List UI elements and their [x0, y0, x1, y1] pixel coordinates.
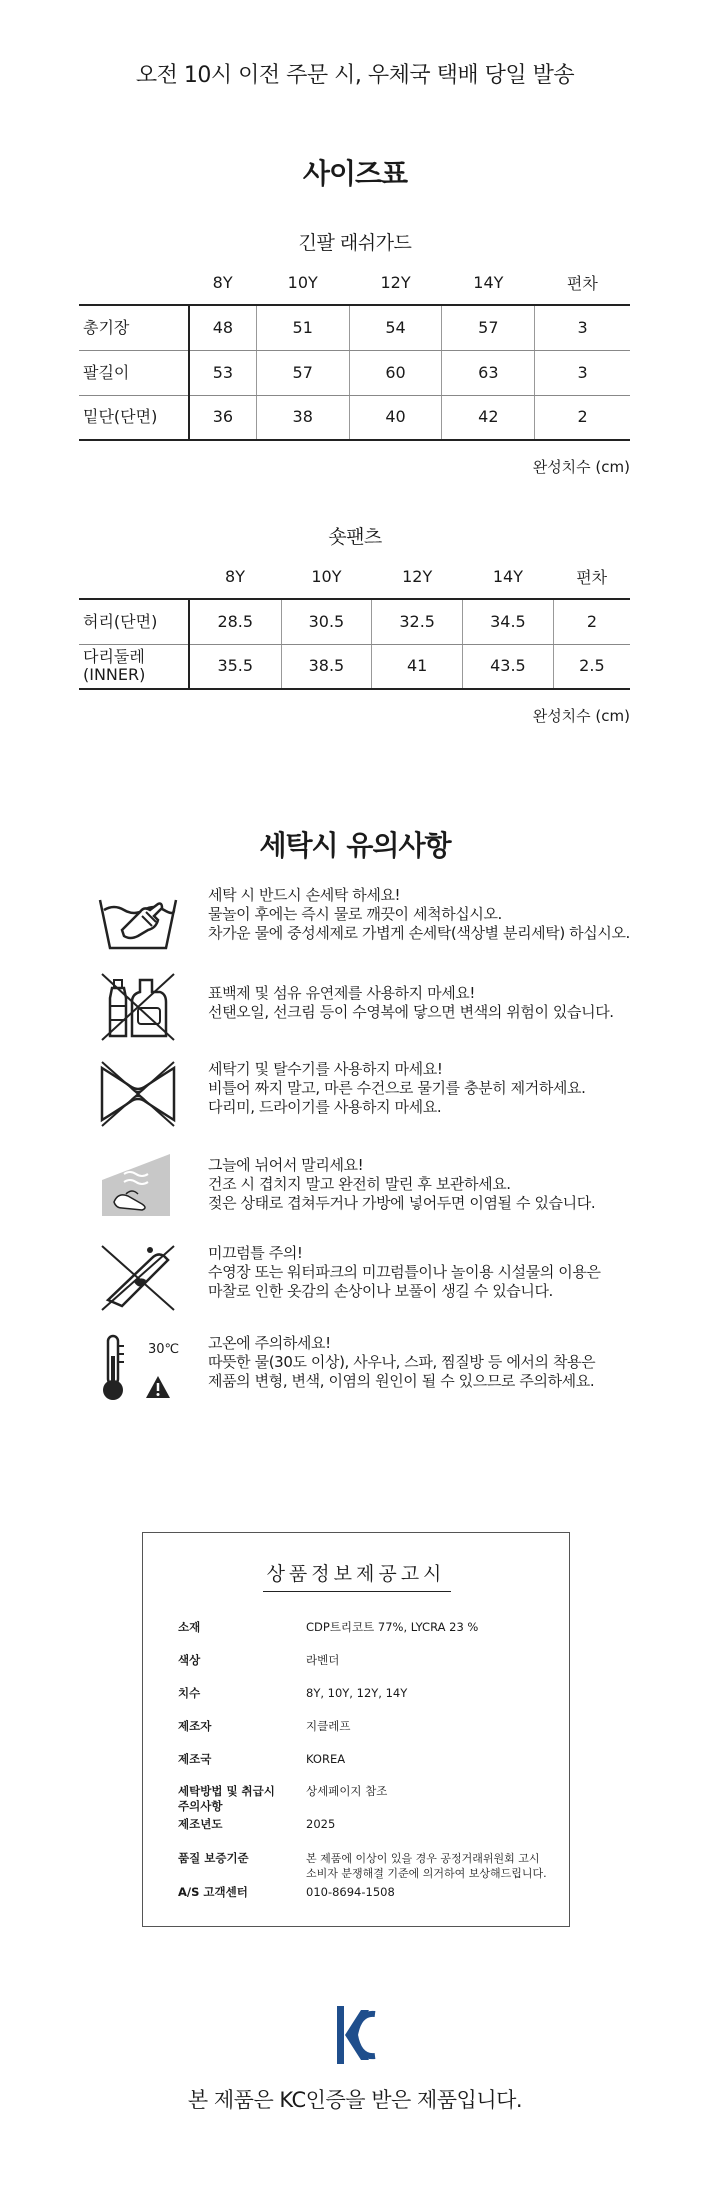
info-value: CDP트리코트 77%, LYCRA 23 %: [306, 1620, 479, 1634]
info-label: 세탁방법 및 취급시 주의사항: [178, 1784, 275, 1813]
table-cell: 42: [442, 395, 535, 440]
info-value: 2025: [306, 1817, 336, 1831]
table-cell: 48: [189, 305, 256, 350]
table-cell: 41: [372, 644, 463, 689]
column-header: 12Y: [372, 555, 463, 599]
care-text-line: 세탁기 및 탈수기를 사용하지 마세요!: [208, 1060, 443, 1078]
table-cell: 2: [553, 599, 630, 644]
column-header: 14Y: [442, 261, 535, 305]
table-cell: 34.5: [463, 599, 554, 644]
no-bleach-icon: [98, 970, 178, 1042]
info-value: 본 제품에 이상이 있을 경우 공정거래위원회 고시 소비자 분쟁해결 기준에 의거하여 보상해드립니다.: [306, 1852, 547, 1880]
care-text-line: 세탁 시 반드시 손세탁 하세요!: [208, 886, 401, 904]
title-underline: [263, 1591, 451, 1592]
kc-certification-text: 본 제품은 KC인증을 받은 제품입니다.: [187, 2088, 523, 2112]
table-cell: 38.5: [281, 644, 372, 689]
table-cell: 2.5: [553, 644, 630, 689]
care-text-line: 건조 시 겹치지 말고 완전히 말린 후 보관하세요.: [208, 1175, 511, 1193]
table-cell: 57: [256, 350, 349, 395]
table-cell: 36: [189, 395, 256, 440]
care-text-line: 비틀어 짜지 말고, 마른 수건으로 물기를 충분히 제거하세요.: [208, 1079, 586, 1097]
care-text-line: 제품의 변형, 변색, 이염의 원인이 될 수 있으므로 주의하세요.: [208, 1372, 595, 1390]
row-label: 팔길이: [79, 350, 189, 395]
table-cell: 2: [535, 395, 630, 440]
care-text-line: 따뜻한 물(30도 이상), 사우나, 스파, 찜질방 등 에서의 착용은: [208, 1353, 596, 1371]
info-label: 치수: [178, 1686, 201, 1700]
unit-note: 완성치수 (cm): [532, 707, 630, 725]
info-label: A/S 고객센터: [178, 1885, 248, 1899]
info-label: 제조국: [178, 1752, 212, 1766]
info-label: 소재: [178, 1620, 201, 1634]
table-row: [79, 599, 630, 644]
info-label: 제조자: [178, 1719, 212, 1733]
table-cell: 35.5: [189, 644, 281, 689]
table-cell: 51: [256, 305, 349, 350]
table-row: [79, 350, 630, 395]
care-text-line: 마찰로 인한 옷감의 손상이나 보풀이 생길 수 있습니다.: [208, 1282, 553, 1300]
care-item: [98, 1150, 658, 1222]
care-text-line: 수영장 또는 워터파크의 미끄럼틀이나 놀이용 시설물의 이용은: [208, 1263, 601, 1281]
table-cell: 53: [189, 350, 256, 395]
row-label: 다리둘레 (INNER): [79, 644, 189, 689]
care-item: [98, 1332, 658, 1404]
row-label: 총기장: [79, 305, 189, 350]
care-item: [98, 1242, 658, 1314]
info-value: 상세페이지 참조: [306, 1784, 388, 1798]
product-info-title: 상품정보제공고시: [266, 1563, 446, 1585]
hand-wash-icon: [98, 886, 178, 958]
column-header: 편차: [553, 555, 630, 599]
table-row: [79, 395, 630, 440]
column-header: 8Y: [189, 261, 256, 305]
size-chart-title: 사이즈표: [302, 157, 408, 190]
shorts-size-table: [79, 555, 630, 690]
table-cell: 57: [442, 305, 535, 350]
table-cell: 63: [442, 350, 535, 395]
care-text-line: 다리미, 드라이기를 사용하지 마세요.: [208, 1098, 442, 1116]
info-value: 010-8694-1508: [306, 1885, 395, 1899]
care-text-line: 젖은 상태로 겹쳐두거나 가방에 넣어두면 이염될 수 있습니다.: [208, 1194, 596, 1212]
table-header-row: [79, 555, 630, 599]
table-row: [79, 644, 630, 689]
care-text-line: 물놀이 후에는 즉시 물로 깨끗이 세척하십시오.: [208, 905, 502, 923]
care-item: [98, 886, 658, 958]
table-cell: 40: [349, 395, 442, 440]
table-row: [79, 305, 630, 350]
shorts-table-title: 숏팬츠: [328, 526, 382, 548]
care-item: [98, 1058, 658, 1130]
unit-note: 완성치수 (cm): [532, 458, 630, 476]
care-text-line: 표백제 및 섬유 유연제를 사용하지 마세요!: [208, 984, 475, 1002]
table-cell: 43.5: [463, 644, 554, 689]
table-cell: 32.5: [372, 599, 463, 644]
care-text-line: 고온에 주의하세요!: [208, 1334, 331, 1352]
table-cell: 3: [535, 305, 630, 350]
column-header: 10Y: [281, 555, 372, 599]
info-label: 제조년도: [178, 1817, 223, 1831]
table-cell: 30.5: [281, 599, 372, 644]
row-label: 밑단(단면): [79, 395, 189, 440]
temperature-label: 30℃: [148, 1342, 180, 1357]
rashguard-size-table: [79, 261, 630, 441]
table-cell: 28.5: [189, 599, 281, 644]
info-value: 8Y, 10Y, 12Y, 14Y: [306, 1686, 408, 1700]
care-text-line: 차가운 물에 중성세제로 가볍게 손세탁(색상별 분리세탁) 하십시오.: [208, 924, 630, 942]
info-value: KOREA: [306, 1752, 346, 1766]
column-header: 10Y: [256, 261, 349, 305]
table-cell: 38: [256, 395, 349, 440]
column-header: 14Y: [463, 555, 554, 599]
column-header: 12Y: [349, 261, 442, 305]
table-cell: 54: [349, 305, 442, 350]
product-info-box: [142, 1532, 570, 1927]
kc-certification-icon: [335, 2004, 377, 2066]
care-text-line: 미끄럼틀 주의!: [208, 1244, 303, 1262]
info-value: 지클레프: [306, 1719, 351, 1733]
row-label: 허리(단면): [79, 599, 189, 644]
care-title: 세탁시 유의사항: [259, 829, 451, 862]
column-header: 편차: [535, 261, 630, 305]
shipping-notice: 오전 10시 이전 주문 시, 우체국 택배 당일 발송: [135, 63, 575, 88]
info-value: 라벤더: [306, 1653, 340, 1667]
column-header: 8Y: [189, 555, 281, 599]
dry-flat-shade-icon: [98, 1150, 178, 1222]
care-text-line: 선탠오일, 선크림 등이 수영복에 닿으면 변색의 위험이 있습니다.: [208, 1003, 614, 1021]
info-label: 색상: [178, 1653, 201, 1667]
care-item: [98, 970, 658, 1042]
no-wring-icon: [98, 1058, 178, 1130]
table-header-row: [79, 261, 630, 305]
care-text-line: 그늘에 뉘어서 말리세요!: [208, 1156, 364, 1174]
info-label: 품질 보증기준: [178, 1851, 249, 1865]
rashguard-table-title: 긴팔 래쉬가드: [298, 232, 412, 254]
table-cell: 60: [349, 350, 442, 395]
table-cell: 3: [535, 350, 630, 395]
no-slide-icon: [98, 1242, 178, 1314]
